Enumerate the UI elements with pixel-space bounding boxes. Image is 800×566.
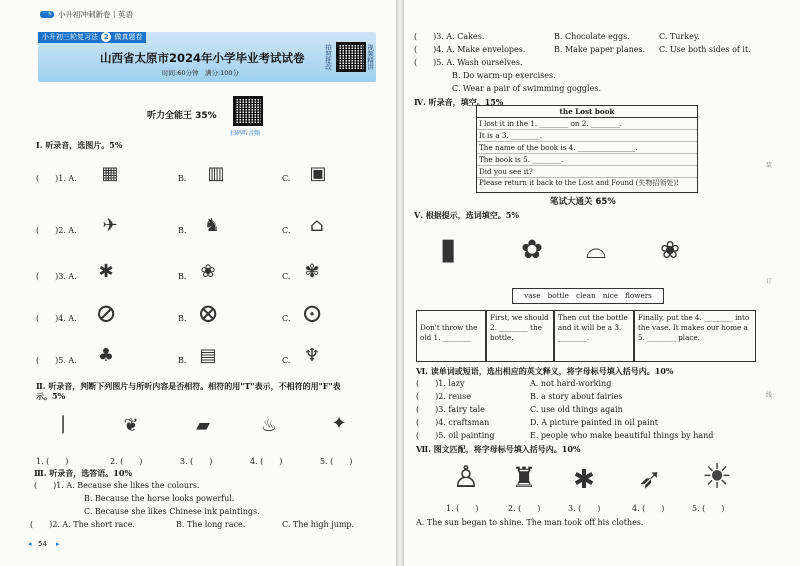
- bottle-icon: ▮: [439, 232, 457, 267]
- s7-item-1: 1. ( ): [446, 504, 479, 513]
- right-page: [404, 0, 800, 566]
- knife-icon: ❘: [55, 413, 71, 434]
- section-1-heading: Ⅰ. 听录音，选图片。5%: [36, 140, 123, 150]
- notebook-icon: ▤: [199, 345, 217, 366]
- scan-listen-label: 扫码听音频: [230, 130, 261, 137]
- word-bank: vase bottle clean nice flowers: [512, 288, 664, 304]
- notice-line-5: Did you see it?: [477, 166, 697, 178]
- book-gutter: [396, 0, 404, 566]
- teddy-bear-icon: ♞: [203, 215, 221, 236]
- s7-sentence-a: A. The sun began to shine. The man took off his clothes.: [416, 518, 644, 527]
- bird-icon: ✦: [331, 413, 347, 434]
- s1-q2-num: ( )2. A.: [36, 226, 77, 235]
- s3-q2-a: ( )2. A. The short race.: [30, 520, 136, 529]
- bee-icon: ❀: [200, 261, 216, 282]
- listening-heading: 听力全能王 35%: [147, 111, 217, 121]
- insect-icon: ✾: [304, 261, 320, 282]
- s1-q4-num: ( )4. A.: [36, 314, 77, 323]
- s1-q1-num: ( )1. A.: [36, 174, 77, 183]
- step-cell-2: First, we should 2. ________ the bottle.: [486, 310, 554, 362]
- ant-cartoon-icon: ✱: [573, 465, 595, 495]
- series-label: 小升初冲刺新卷丨英语: [58, 10, 133, 19]
- painter-icon: ♜: [511, 461, 537, 494]
- s2-item-5: 5. ( ): [320, 457, 353, 466]
- food-icon: ♨: [260, 415, 278, 436]
- s3-q4-b: B. Make paper planes.: [554, 45, 646, 54]
- s3-q1-a: ( )1. A. Because she likes the colours.: [34, 481, 200, 490]
- notice-line-2: It is a 3. ________.: [477, 130, 697, 142]
- page-number: 54: [38, 540, 47, 548]
- lost-book-notice: [476, 105, 698, 193]
- house-icon: ⌂: [310, 215, 324, 236]
- binding-mark-2: 订: [766, 278, 773, 285]
- s1-q2-b: B.: [178, 226, 187, 235]
- section-6-heading: Ⅵ. 读单词或短语，选出相应的英文释义，将字母标号填入括号内。10%: [416, 366, 674, 376]
- next-arrow-icon[interactable]: ▸: [56, 540, 60, 548]
- s7-item-5: 5. ( ): [692, 504, 725, 513]
- s3-q4-a: ( )4. A. Make envelopes.: [414, 45, 526, 54]
- s1-q3-c: C.: [282, 272, 291, 281]
- section-2-heading-line-2: 示。5%: [36, 391, 66, 401]
- no-entry-icon: ⊗: [197, 299, 219, 329]
- s6-right-4: D. A picture painted in oil paint: [530, 418, 658, 427]
- tag-round-number: 2: [101, 32, 111, 42]
- fruit-icon: ❦: [123, 415, 139, 436]
- s1-q5-c: C.: [282, 356, 291, 365]
- page-title: 山西省太原市2024年小学毕业考试试卷: [100, 51, 305, 65]
- s2-item-1: 1. ( ): [36, 457, 69, 466]
- book-icon: ▰: [196, 415, 210, 436]
- section-3-heading: Ⅲ. 听录音，选答语。10%: [34, 468, 133, 478]
- s3-q5-a: ( )5. A. Wash ourselves.: [414, 58, 523, 67]
- pencils-icon: ♆: [303, 345, 321, 366]
- video-lesson-label: 视频精讲: [366, 44, 374, 70]
- tag-pre: 小升初三轮复习法: [42, 33, 98, 41]
- listening-qr-icon[interactable]: [233, 96, 263, 126]
- s3-q1-c: C. Because she likes Chinese ink paintings.: [84, 507, 260, 516]
- s6-left-3: ( )3. fairy tale: [416, 405, 485, 414]
- s3-q4-c: C. Use both sides of it.: [659, 45, 751, 54]
- step-cell-4: Finally, put the 4. ________ into the vase. It makes our home a 5. ________ place.: [634, 310, 756, 362]
- s1-q4-b: B.: [178, 314, 187, 323]
- s3-q3-b: B. Chocolate eggs.: [554, 32, 630, 41]
- s6-right-5: E. people who make beautiful things by hand: [530, 431, 714, 440]
- s2-item-4: 4. ( ): [250, 457, 283, 466]
- step-cell-1: Don't throw the old 1. ________: [416, 310, 486, 362]
- step-cell-3: Then cut the bottle and it will be a 3. ________.: [554, 310, 634, 362]
- s6-right-1: A. not hard-working: [530, 379, 612, 388]
- s7-item-3: 3. ( ): [568, 504, 601, 513]
- washing-bottle-icon: ✿: [521, 235, 543, 265]
- s6-left-4: ( )4. craftsman: [416, 418, 490, 427]
- notice-line-4: The book is 5. ________.: [477, 154, 697, 166]
- bullet-train-icon: ➶: [638, 462, 662, 495]
- no-smoking-icon: ⊘: [95, 299, 117, 329]
- section-2-heading: [36, 381, 382, 401]
- s6-left-1: ( )1. lazy: [416, 379, 465, 388]
- s1-q3-num: ( )3. A.: [36, 272, 77, 281]
- s3-q5-b: B. Do warm-up exercises.: [452, 71, 556, 80]
- building-icon: ▦: [101, 163, 119, 184]
- binding-mark-3: 线: [766, 392, 773, 399]
- s7-item-4: 4. ( ): [632, 504, 665, 513]
- s3-q3-a: ( )3. A. Cakes.: [414, 32, 485, 41]
- prev-arrow-icon[interactable]: ◂: [28, 540, 32, 548]
- section-4-heading: Ⅳ. 听录音，填空。15%: [414, 97, 504, 107]
- ant-icon: ✱: [98, 261, 114, 282]
- left-page: [0, 0, 396, 566]
- cutting-bottle-icon: ⌓: [585, 235, 607, 265]
- s2-item-2: 2. ( ): [110, 457, 143, 466]
- notice-line-1: I lost it in the 1. ________ on 2. ________.: [477, 118, 697, 130]
- brand-logo: 一本: [41, 11, 52, 17]
- sun-icon: ☀: [701, 457, 733, 497]
- binding-mark-1: 装: [766, 162, 773, 169]
- s3-q2-b: B. The long race.: [176, 520, 246, 529]
- section-2-heading-line-1: Ⅱ. 听录音，判断下列图片与所听内容是否相符。相符的用"T"表示，不相符的用"F"表: [36, 381, 341, 391]
- s6-right-3: C. use old things again: [530, 405, 623, 414]
- notice-line-3: The name of the book is 4. ________________.: [477, 142, 697, 154]
- s3-q5-c: C. Wear a pair of swimming goggles.: [452, 84, 601, 93]
- s1-q1-c: C.: [282, 174, 291, 183]
- flower-vase-icon: ❀: [659, 236, 681, 264]
- section-5-heading: Ⅴ. 根据提示，选词填空。5%: [414, 210, 519, 220]
- plant-icon: ♣: [97, 345, 115, 366]
- walking-man-icon: ♙: [452, 460, 480, 495]
- school-icon: ▣: [309, 163, 327, 184]
- s6-left-5: ( )5. oil painting: [416, 431, 495, 440]
- s3-q1-b: B. Because the horse looks powerful.: [84, 494, 235, 503]
- review-tag: [38, 32, 146, 43]
- s3-q2-c: C. The high jump.: [282, 520, 355, 529]
- s7-item-2: 2. ( ): [508, 504, 541, 513]
- section-7-heading: Ⅶ. 图文匹配，将字母标号填入括号内。10%: [416, 444, 581, 454]
- s2-item-3: 3. ( ): [180, 457, 213, 466]
- photo-correct-label: 拍照批改: [324, 44, 332, 70]
- s1-q1-b: B.: [178, 174, 187, 183]
- tag-post: 做真题卷: [114, 33, 143, 41]
- hall-icon: ▥: [207, 163, 225, 184]
- qr-code-icon[interactable]: [336, 42, 366, 72]
- written-heading: 笔试大通关 65%: [550, 197, 616, 207]
- airplane-icon: ✈: [102, 215, 118, 236]
- s1-q3-b: B.: [178, 272, 187, 281]
- exam-time-score: 时间:60分钟 满分:100分: [162, 69, 240, 77]
- mushroom-sign-icon: ⊙: [301, 299, 323, 329]
- s1-q4-c: C.: [282, 314, 291, 323]
- s1-q5-b: B.: [178, 356, 187, 365]
- s6-left-2: ( )2. reuse: [416, 392, 471, 401]
- s1-q5-num: ( )5. A.: [36, 356, 77, 365]
- s1-q2-c: C.: [282, 226, 291, 235]
- s6-right-2: B. a story about fairies: [530, 392, 623, 401]
- notice-title: the Lost book: [477, 106, 697, 118]
- s3-q3-c: C. Turkey.: [659, 32, 700, 41]
- notice-line-6: Please return it back to the Lost and Found (失物招领处)!: [479, 179, 679, 187]
